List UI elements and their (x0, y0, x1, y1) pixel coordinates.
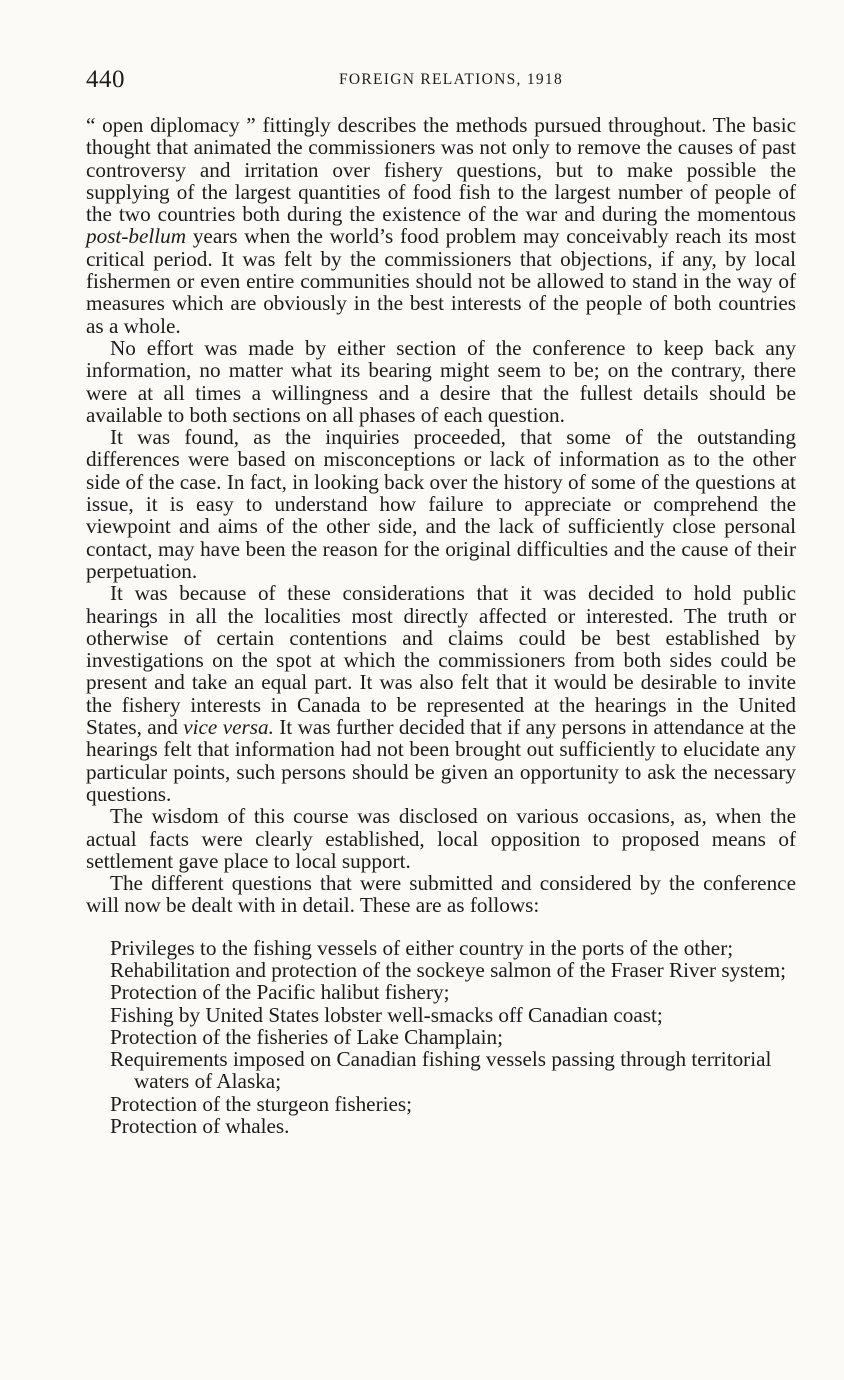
text-run: “ open diplomacy ” fittingly describes the methods pursued throughout. The basic thought that animated the commissioners was not only to remove the causes of past controversy and irritation over fishery questions, but to make possible the supplying of the largest quantities of food fish to the largest number of people of the two countries both during the existence of the war and during the momentous (86, 113, 796, 227)
body-text (86, 114, 796, 1137)
question-item: Protection of the Pacific halibut fishery; (110, 980, 450, 1005)
questions-list (86, 937, 796, 1138)
text-run: years when the world’s food problem may conceivably reach its most critical period. It was felt by the commissioners that objections, if any, by local fishermen or even entire communities should not be allowed to stand in the way of measures which are obviously in the best interests of the people of both countries as a whole. (86, 224, 796, 338)
text-run: It was further decided that if any persons in attendance at the hearings felt that information had not been brought out sufficiently to elucidate any particular points, such persons should be given an opportunity to ask the necessary questions. (86, 715, 796, 806)
question-item: Requirements imposed on Canadian fishing vessels passing through territorial waters of Alaska; (110, 1047, 772, 1094)
paragraph (86, 582, 796, 805)
paragraph (86, 337, 796, 426)
paragraph (86, 426, 796, 582)
question-item: Fishing by United States lobster well-smacks off Canadian coast; (110, 1002, 663, 1027)
text-run: The wisdom of this course was disclosed on various occasions, as, when the actual facts were clearly established, local opposition to proposed means of settlement gave place to local support. (86, 804, 796, 873)
question-item: Rehabilitation and protection of the sockeye salmon of the Fraser River system; (110, 957, 787, 982)
paragraph (86, 872, 796, 917)
page-header (86, 66, 796, 100)
italic-phrase: post-bellum (86, 224, 187, 249)
question-item: Protection of whales. (110, 1114, 290, 1139)
running-title: FOREIGN RELATIONS, 1918 (338, 71, 564, 88)
text-run: It was because of these considerations that it was decided to hold public hearings in all the localities most directly affected or interested. The truth or otherwise of certain contentions and claims could be best established by investigations on the spot at which the commissioners from both sides could be present and take an equal part. It was also felt that it would be desirable to invite the fishery interests in Canada to be represented at the hearings in the United States, and (86, 581, 796, 740)
question-item: Protection of the fisheries of Lake Champlain; (110, 1024, 504, 1049)
italic-phrase: vice versa. (183, 715, 274, 740)
page-number: 440 (86, 66, 125, 93)
paragraph-list (86, 114, 796, 917)
question-item: Privileges to the fishing vessels of either country in the ports of the other; (110, 935, 734, 960)
text-run: The different questions that were submitted and considered by the conference will now be dealt with in detail. These are as follows: (86, 871, 796, 918)
text-run: No effort was made by either section of the conference to keep back any information, no matter what its bearing might seem to be; on the contrary, there were at all times a willingness and a desire that the fullest details should be available to both sections on all phases of each question. (86, 335, 796, 427)
text-run: It was found, as the inquiries proceeded, that some of the outstanding differences were based on misconceptions or lack of information as to the other side of the case. In fact, in looking back over the history of some of the questions at issue, it is easy to understand how failure to appreciate or comprehend the viewpoint and aims of the other side, and the lack of sufficiently close personal contact, may have been the reason for the original difficulties and the cause of their perpetuation. (86, 425, 796, 583)
question-item: Protection of the sturgeon fisheries; (110, 1091, 413, 1116)
paragraph (86, 114, 796, 337)
paragraph (86, 805, 796, 872)
